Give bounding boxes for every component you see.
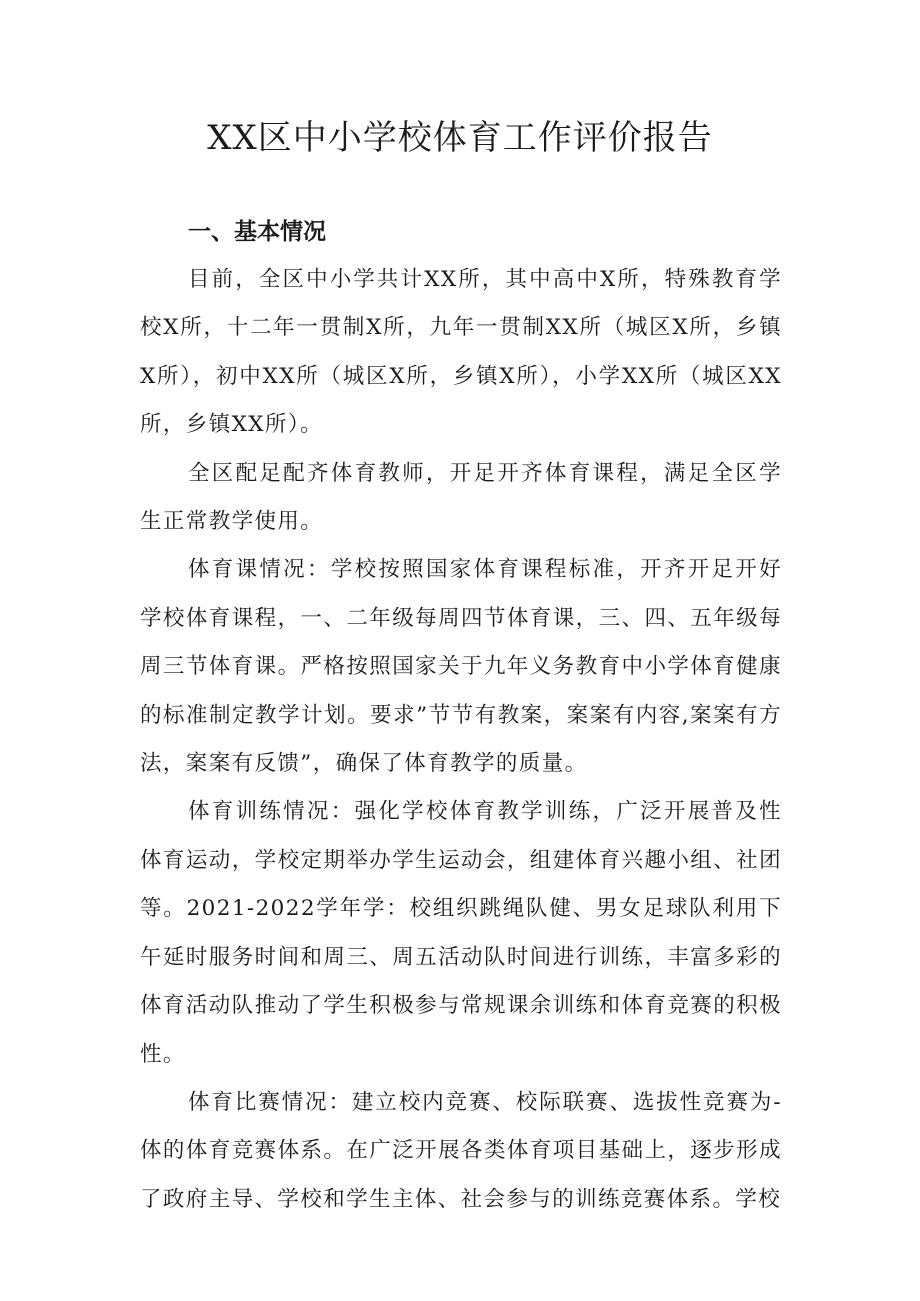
document-body [140,208,782,1224]
paragraph-pe-classes: 体育课情况：学校按照国家体育课程标准，开齐开足开好学校体育课程，一、二年级每周四节体育课，三、四、五年级每周三节体育课。严格按照国家关于九年义务教育中小学体育健康的标准制定教学计划。要求”节节有教案，案案有内容,案案有方法，案案有反馈”，确保了体育教学的质量。 [140,557,782,777]
paragraph-pe-competitions: 体育比赛情况：建立校内竞赛、校际联赛、选拔性竞赛为-体的体育竞赛体系。在广泛开展各类体育项目基础上，逐步形成了政府主导、学校和学生主体、社会参与的训练竞赛体系。学校 [140,1089,782,1212]
paragraph-school-count: 目前，全区中小学共计XX所，其中高中X所，特殊教育学校X所，十二年一贯制X所，九年一贯制XX所（城区X所，乡镇X所），初中XX所（城区X所，乡镇X所），小学XX所（城区XX所，乡镇XX所）。 [140,267,782,438]
paragraph-teachers: 全区配足配齐体育教师，开足开齐体育课程，满足全区学生正常教学使用。 [140,460,782,535]
paragraph-pe-training: 体育训练情况：强化学校体育教学训练，广泛开展普及性体育运动，学校定期举办学生运动会，组建体育兴趣小组、社团等。2021-2022学年学：校组织跳绳队健、男女足球队利用下午延时服务时间和周三、周五活动队时间进行训练，丰富多彩的体育活动队推动了学生积极参与常规课余训练和体育竞赛的积极性。 [140,799,782,1067]
section-heading: 一、基本情况 [188,219,326,245]
document-title: XX区中小学校体育工作评价报告 [207,118,713,158]
